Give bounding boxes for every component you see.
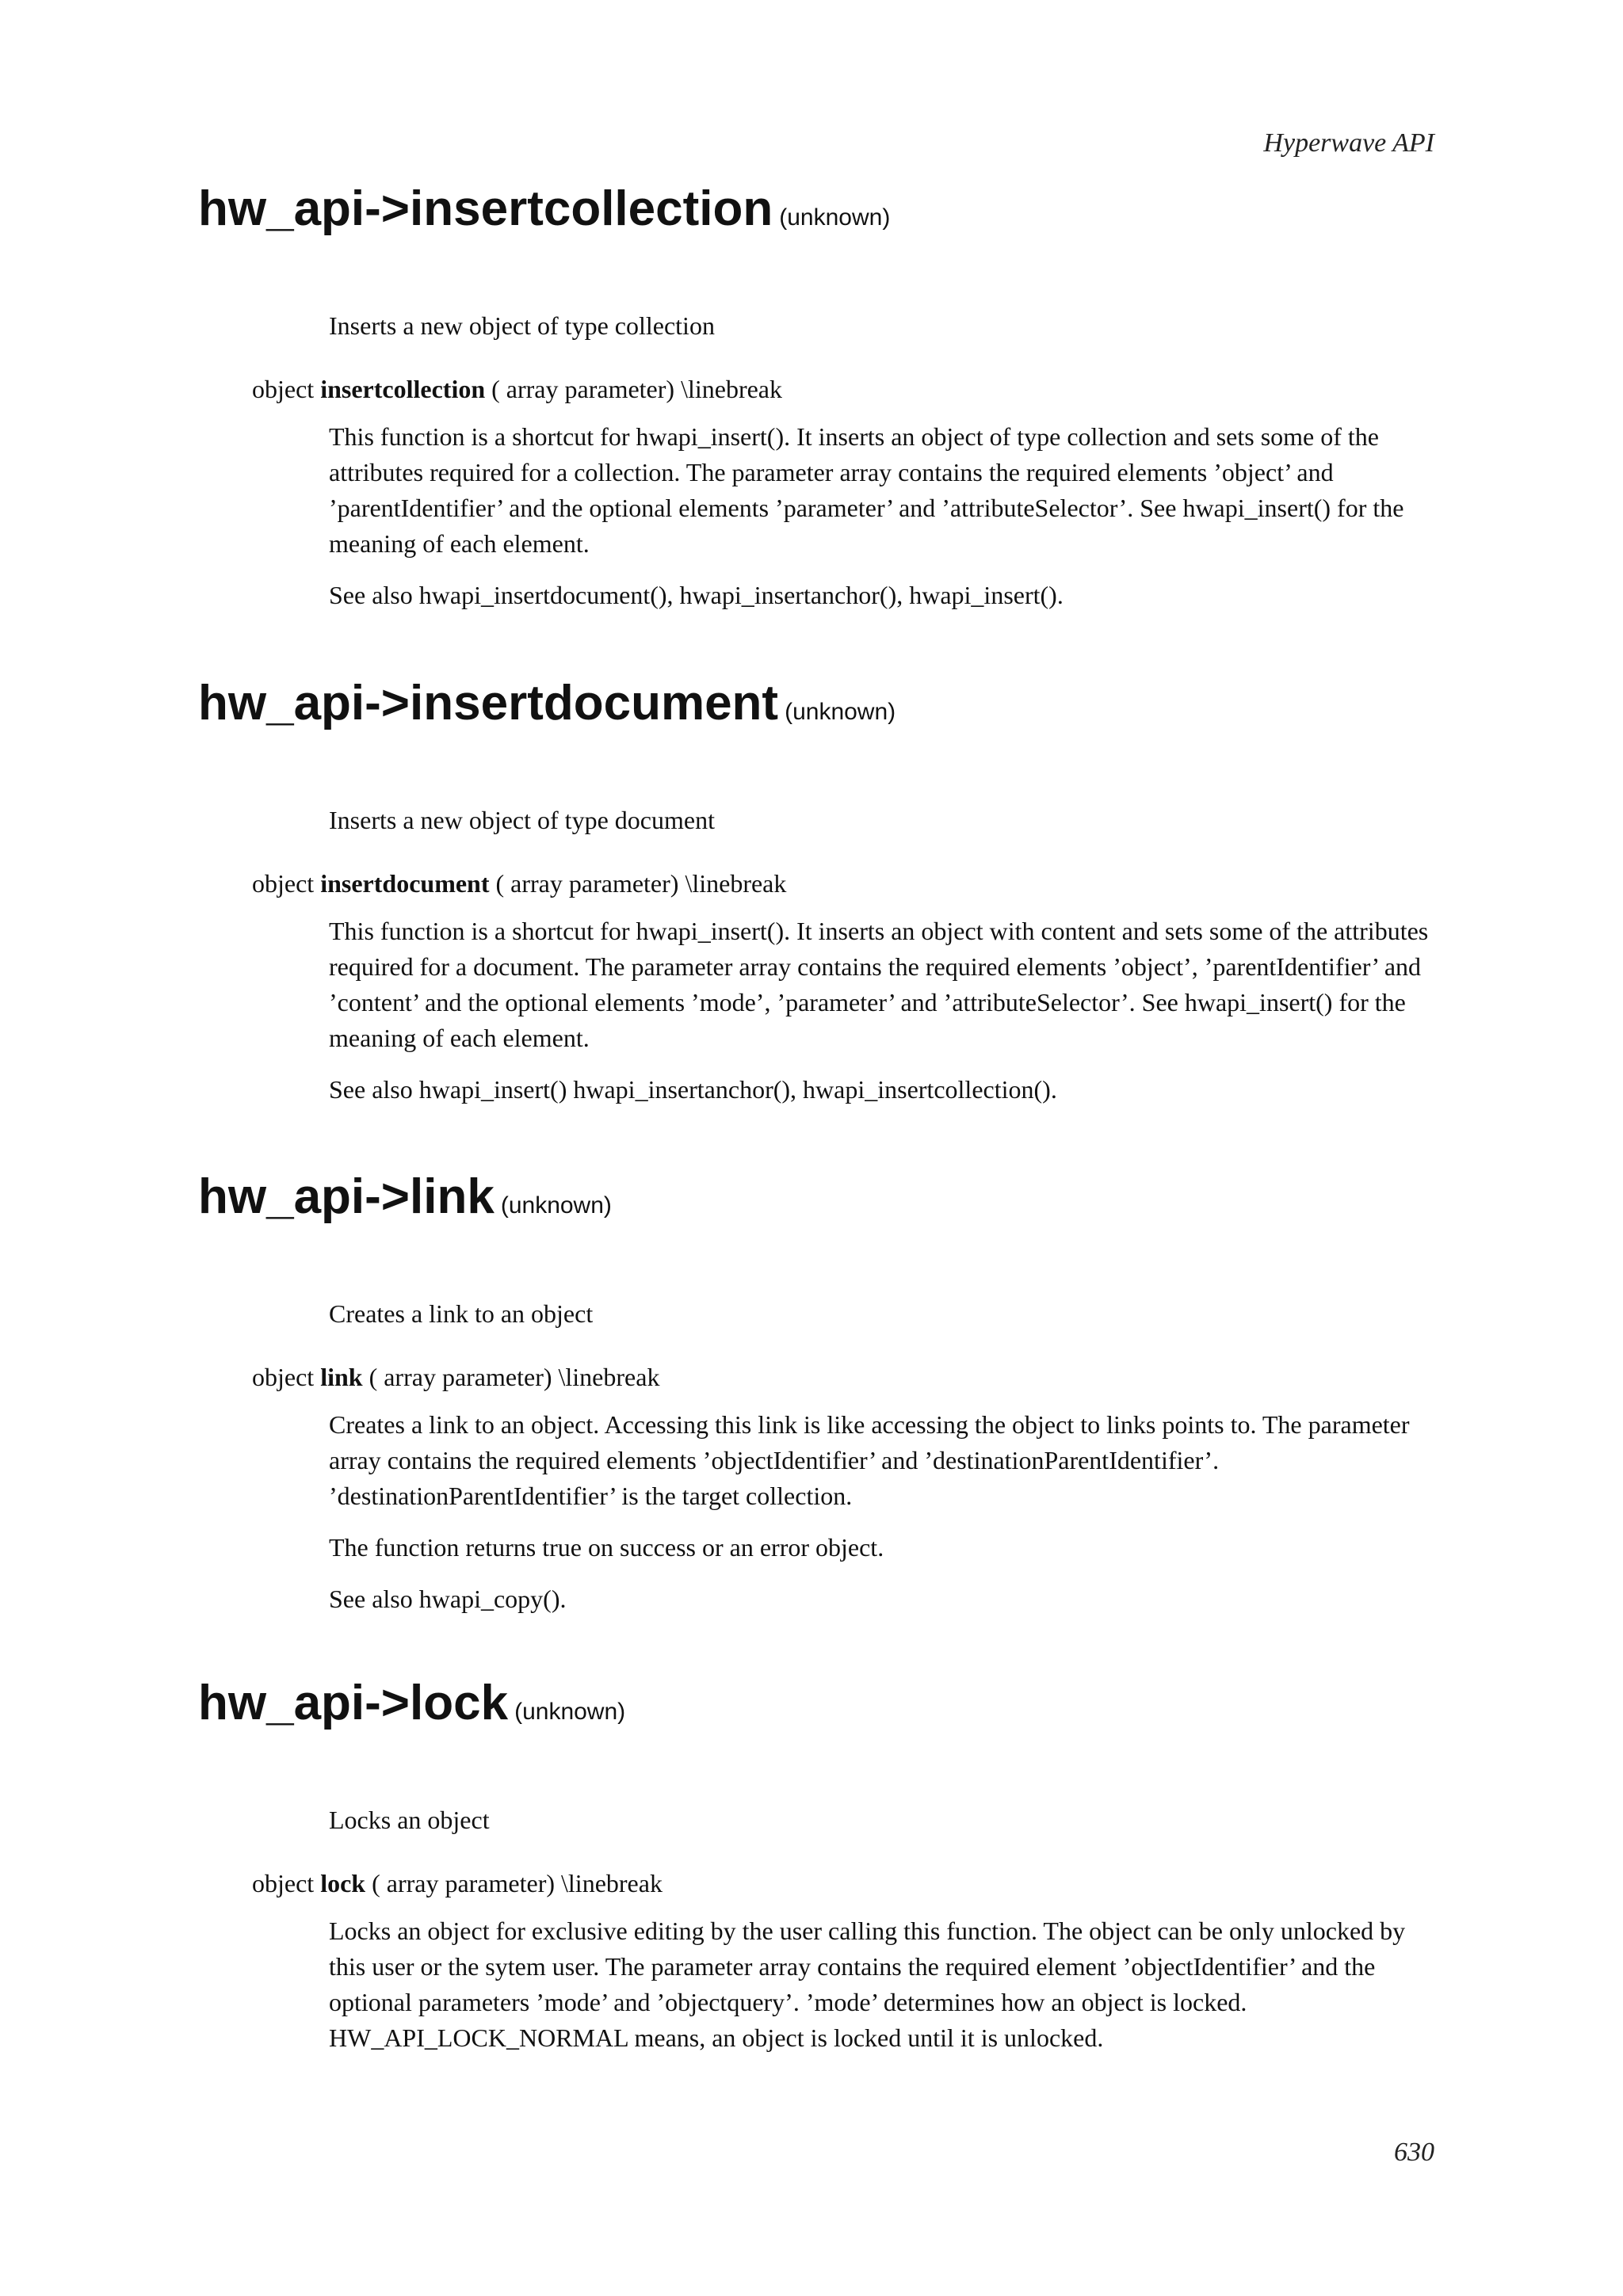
- return-value-paragraph: The function returns true on success or an error object.: [329, 1533, 884, 1562]
- function-purpose: Inserts a new object of type collection: [329, 311, 715, 340]
- function-heading: [198, 181, 1434, 246]
- return-type: object: [252, 1869, 315, 1897]
- function-name: hw_api->insertcollection: [198, 181, 773, 236]
- section-link: [198, 1169, 1434, 1617]
- description-paragraph: This function is a shortcut for hwapi_insert(). It inserts an object with content and sets some of the attributes required for a document. The parameter array contains the required elements ’object’, ’parentIdentifier’ and ’content’ and the optional elements ’mode’, ’parameter’ and ’attributeSelector’. See hwapi_insert() for the meaning of each element.: [329, 917, 1429, 1052]
- synopsis-args: ( array parameter) \linebreak: [372, 1869, 663, 1897]
- synopsis-args: ( array parameter) \linebreak: [491, 375, 782, 403]
- function-name: hw_api->link: [198, 1169, 495, 1224]
- see-also-paragraph: See also hwapi_insertdocument(), hwapi_insertanchor(), hwapi_insert().: [329, 581, 1064, 609]
- version-label: (unknown): [514, 1699, 626, 1725]
- synopsis-function-name: lock: [320, 1869, 366, 1897]
- description-paragraph: This function is a shortcut for hwapi_insert(). It inserts an object of type collection and sets some of the attributes required for a collection. The parameter array contains the required elements ’object’ and ’parentIdentifier’ and the optional elements ’parameter’ and ’attributeSelector’. See hwapi_insert() for the meaning of each element.: [329, 422, 1404, 558]
- return-type: object: [252, 375, 315, 403]
- return-type: object: [252, 869, 315, 898]
- return-type: object: [252, 1363, 315, 1391]
- function-heading: [198, 675, 1434, 741]
- function-name: hw_api->lock: [198, 1676, 509, 1730]
- function-purpose: Locks an object: [329, 1806, 490, 1834]
- function-heading: [198, 1169, 1434, 1234]
- synopsis-function-name: insertcollection: [320, 375, 486, 403]
- function-synopsis: [252, 1866, 1434, 1901]
- function-synopsis: [252, 372, 1434, 406]
- section-insertdocument: [198, 675, 1434, 1108]
- function-name: hw_api->insertdocument: [198, 676, 779, 730]
- see-also-paragraph: See also hwapi_insert() hwapi_insertanchor(), hwapi_insertcollection().: [329, 1075, 1057, 1104]
- description-paragraph: Locks an object for exclusive editing by the user calling this function. The object can be only unlocked by this user or the sytem user. The parameter array contains the required element ’objectIdentifier’ and the optional parameters ’mode’ and ’objectquery’. ’mode’ determines how an object is locked. HW_API_LOCK_NORMAL means, an object is locked until it is unlocked.: [329, 1917, 1406, 2052]
- version-label: (unknown): [779, 204, 891, 231]
- function-synopsis: [252, 1360, 1434, 1394]
- function-heading: [198, 1675, 1434, 1741]
- running-header: Hyperwave API: [1263, 128, 1434, 158]
- synopsis-args: ( array parameter) \linebreak: [495, 869, 787, 898]
- synopsis-function-name: insertdocument: [320, 869, 490, 898]
- see-also-paragraph: See also hwapi_copy().: [329, 1585, 567, 1613]
- description-paragraph: Creates a link to an object. Accessing this link is like accessing the object to links points to. The parameter array contains the required elements ’objectIdentifier’ and ’destinationParentIdentifier’. ’destinationParentIdentifier’ is the target collection.: [329, 1410, 1410, 1510]
- function-synopsis: [252, 866, 1434, 901]
- section-insertcollection: [198, 181, 1434, 613]
- page-number: 630: [1394, 2138, 1434, 2167]
- synopsis-args: ( array parameter) \linebreak: [369, 1363, 660, 1391]
- version-label: (unknown): [785, 699, 896, 725]
- version-label: (unknown): [500, 1192, 612, 1219]
- synopsis-function-name: link: [320, 1363, 363, 1391]
- section-lock: [198, 1675, 1434, 2056]
- function-purpose: Creates a link to an object: [329, 1299, 594, 1328]
- function-purpose: Inserts a new object of type document: [329, 806, 715, 834]
